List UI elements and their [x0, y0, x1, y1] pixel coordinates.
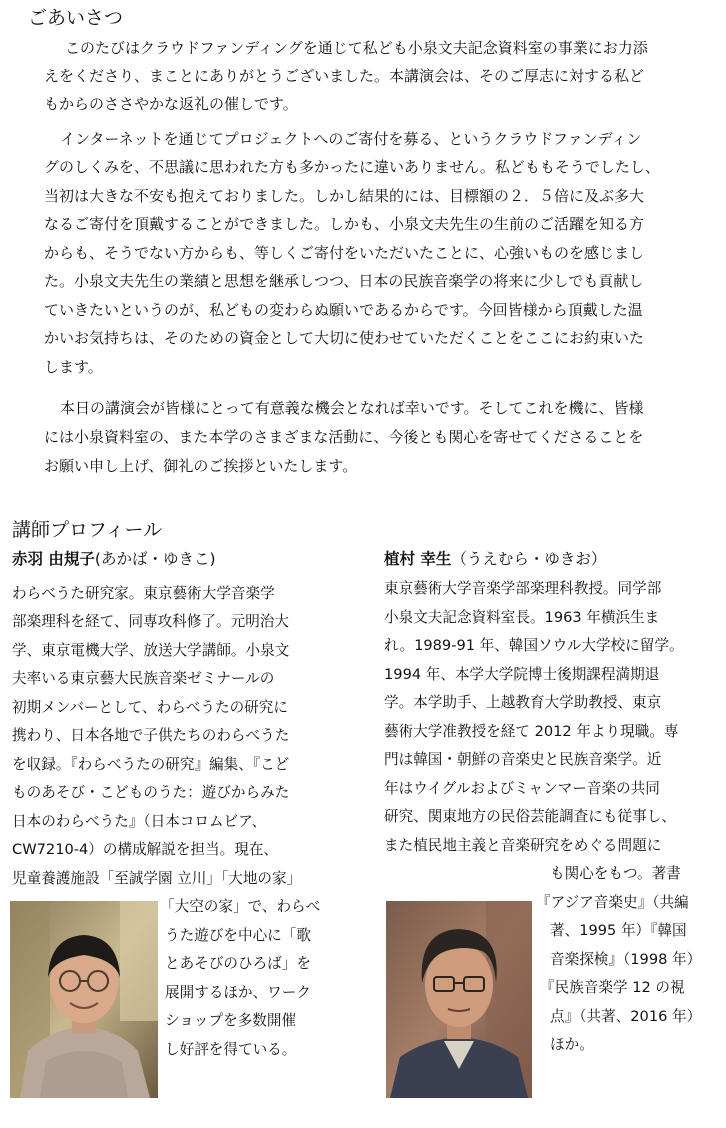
- speaker2-bio-line: また植民地主義と音楽研究をめぐる問題に: [384, 837, 662, 854]
- speaker2-bio-line: 音楽探検』（1998 年）: [550, 951, 702, 968]
- speaker1-bio-line: ショップを多数開催: [165, 1012, 297, 1029]
- speaker1-bio-line: し好評を得ている。: [165, 1041, 297, 1058]
- speaker1-bio-line: 夫率いる東京藝大民族音楽ゼミナールの: [12, 670, 275, 687]
- speaker2-photo: [386, 901, 532, 1098]
- speaker2-bio-line: 研究、関東地方の民俗芸能調査にも従事し、: [384, 808, 676, 825]
- greeting-line: します。: [44, 358, 103, 376]
- speaker2-bio-line: 1994 年、本学大学院博士後期課程満期退: [384, 666, 660, 683]
- greeting-line: 当初は大きな不安も抱えておりました。しかし結果的には、目標額の２．５倍に及ぶ多大: [44, 187, 645, 205]
- greeting-line: このたびはクラウドファンディングを通じて私ども小泉文夫記念資料室の事業にお力添: [65, 39, 648, 57]
- speaker2-bio-line: 年はウイグルおよびミャンマー音楽の共同: [384, 780, 660, 797]
- profile-title: 講師プロフィール: [12, 519, 163, 541]
- speaker2-bio-line: ほか。: [550, 1036, 594, 1053]
- speaker2-reading: （うえむら・ゆきお）: [451, 550, 607, 568]
- speaker2-name-line: [384, 546, 606, 572]
- speaker1-name: 赤羽 由規子: [12, 550, 95, 568]
- speaker1-bio-line: とあそびのひろば」を: [165, 955, 311, 972]
- greeting-line: もからのささやかな返礼の催しです。: [44, 95, 298, 113]
- greeting-line: かいお気持ちは、そのための資金として大切に使わせていただくことをここにお約束いた: [44, 329, 645, 347]
- speaker1-bio-line: 展開するほか、ワーク: [165, 984, 311, 1001]
- speaker1-bio-line: ものあそび・こどものうた：遊びからみた: [12, 784, 290, 801]
- greeting-title: ごあいさつ: [28, 7, 124, 29]
- greeting-line: なるご寄付を頂戴することができました。しかも、小泉文夫先生の生前のご活躍を知る方: [44, 215, 645, 233]
- speaker1-bio-line: 日本のわらべうた』（日本コロムビア、: [12, 813, 267, 830]
- greeting-line: 本日の講演会が皆様にとって有意義な機会となれば幸いです。そしてこれを機に、皆様: [60, 399, 644, 417]
- speaker1-photo: [10, 901, 158, 1098]
- speaker1-bio-line: 学、東京電機大学、放送大学講師。小泉文: [12, 642, 290, 659]
- speaker2-bio-line: 門は韓国・朝鮮の音楽史と民族音楽学。近: [384, 751, 662, 768]
- speaker1-bio-line: 「大空の家」で、わらべ: [160, 898, 321, 915]
- speaker2-bio-line: 点』（共著、2016 年）: [550, 1008, 702, 1025]
- speaker1-bio-line: 児童養護施設「至誠学園 立川」「大地の家」: [12, 870, 302, 887]
- speaker1-bio-line: 初期メンバーとして、わらべうたの研究に: [12, 699, 288, 716]
- speaker1-bio-line: CW7210-4）の構成解説を担当。現在、: [12, 841, 279, 858]
- speaker2-bio-line: 藝術大学准教授を経て 2012 年より現職。専: [384, 723, 679, 740]
- speaker1-bio-line: うた遊びを中心に「歌: [165, 927, 311, 944]
- speaker2-bio-line: 東京藝術大学音楽学部楽理科教授。同学部: [384, 580, 662, 597]
- speaker1-bio-line: 部楽理科を経て、同専攻科修了。元明治大: [12, 613, 289, 630]
- greeting-line: た。小泉文夫先生の業績と思想を継承しつつ、日本の民族音楽学の将来に少しでも貢献し: [44, 272, 644, 290]
- greeting-line: えをくださり、まことにありがとうございました。本講演会は、そのご厚志に対する私ど: [44, 67, 645, 85]
- greeting-line: グのしくみを、不思議に思われた方も多かったに違いありません。私どももそうでしたし、: [44, 158, 660, 176]
- greeting-line: インターネットを通じてプロジェクトへのご寄付を募る、というクラウドファンディン: [60, 130, 642, 148]
- speaker2-bio-line: 著、1995 年）『韓国: [550, 922, 687, 939]
- speaker1-bio-line: を収録。『わらべうたの研究』編集、『こど: [12, 756, 290, 773]
- greeting-line: ていきたいというのが、私どもの変わらぬ願いであるからです。今回皆様から頂戴した温: [44, 301, 643, 319]
- greeting-line: には小泉資料室の、また本学のさまざまな活動に、今後とも関心を寄せてくださることを: [44, 428, 644, 446]
- speaker2-bio-line: れ。1989-91 年、韓国ソウル大学校に留学。: [384, 637, 684, 654]
- speaker1-reading: (あかば・ゆきこ): [94, 550, 216, 568]
- speaker2-bio-line: 学。本学助手、上越教育大学助教授、東京: [384, 694, 662, 711]
- speaker1-bio-line: 携わり、日本各地で子供たちのわらべうた: [12, 727, 290, 744]
- speaker1-bio-line: わらべうた研究家。東京藝術大学音楽学: [12, 585, 275, 602]
- speaker2-bio-line: 『アジア音楽史』（共編: [536, 894, 689, 911]
- speaker2-bio-line: 『民族音楽学 12 の視: [540, 979, 685, 996]
- speaker2-bio-line: も関心をもつ。著書: [550, 865, 681, 882]
- greeting-line: お願い申し上げ、御礼のご挨拶といたします。: [44, 457, 358, 475]
- greeting-line: からも、そうでない方からも、等しくご寄付をいただいたことに、心強いものを感じまし: [44, 244, 645, 262]
- speaker2-name: 植村 幸生: [384, 550, 452, 568]
- speaker2-bio-line: 小泉文夫記念資料室長。1963 年横浜生ま: [384, 609, 660, 626]
- speaker1-name-line: [12, 546, 216, 572]
